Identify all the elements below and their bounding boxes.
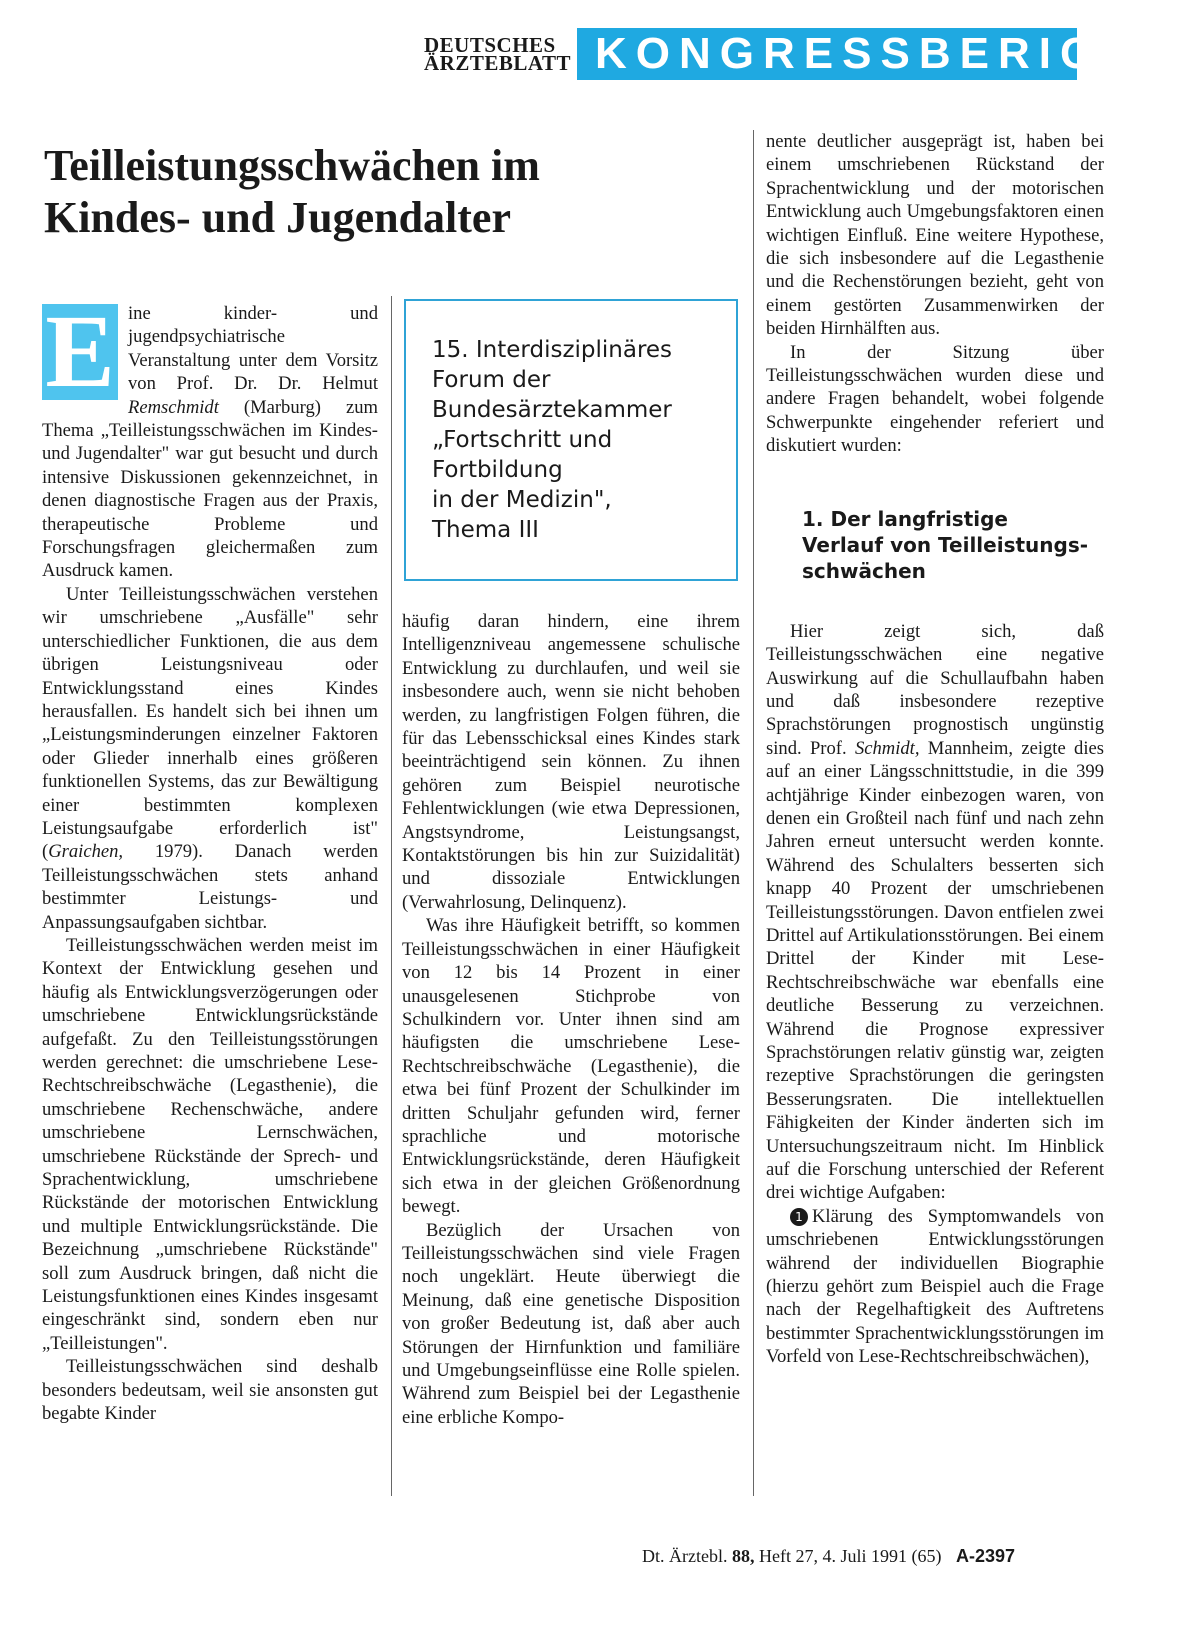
infobox-line: in der Medizin", [432, 487, 612, 513]
infobox-line: Thema III [432, 517, 539, 543]
paragraph: Bezüglich der Ursachen von Teilleistungsschwächen sind viele Fragen noch ungeklärt. Heute überwiegt die Meinung, daß eine genetische Disposition von großer Bedeutung ist, daß aber auch Störungen der Hirnfunktion und familiäre und Umgebungseinflüsse eine Rolle spielen. Während zum Beispiel bei der Legasthenie eine erbliche Kompo- [402, 1219, 740, 1428]
author-name: Schmidt, [854, 737, 920, 759]
numbered-item: 1 Klärung des Symptomwandels von umschriebenen Entwicklungsstörungen während der individuellen Biographie (hierzu gehört zum Beispiel auch die Frage nach der Regelhaftigkeit des Auftretens bestimmter Sprachentwicklungsstörungen im Vorfeld von Lese-Rechtschreibschwächen), [766, 1205, 1104, 1368]
paragraph: häufig daran hindern, eine ihrem Intelligenzniveau angemessene schulische Entwicklung zu durchlaufen, und weil sie insbesondere auch, wenn sie nicht behoben werden, zu langfristigen Folgen führen, die für das Lebensschicksal eines Kindes stark beeinträchtigend sein können. Zu ihnen gehören zum Beispiel neurotische Fehlentwicklungen (wie etwa Depressionen, Angstsyndrome, Leistungsangst, Kontaktstörungen bis hin zur Suizidalität) und dissoziale Entwicklungen (Verwahrlosung, Delinquenz). [402, 611, 740, 913]
logo-line-1: DEUTSCHES [424, 33, 556, 57]
paragraph: Hier zeigt sich, daß Teilleistungsschwächen eine negative Auswirkung auf die Schullaufbahn haben und daß insbesondere rezeptive Sprachstörungen prognostisch ungünstig sind. Prof. Schmidt, Mannheim, zeigte dies auf an einer Längsschnittstudie, in die 399 achtjährige Kinder einbezogen waren, von denen ein Großteil nach fünf und nach zehn Jahren erneut untersucht werden konnte. Während des Schulalters besserten sich knapp 40 Prozent der umschriebenen Teilleistungsstörungen. Davon entfielen zwei Drittel auf Artikulationsstörungen. Bei einem Drittel der Kinder mit Lese-Rechtschreibschwäche war ebenfalls eine deutliche Besserung zu verzeichnen. Während die Prognose expressiver Sprachstörungen relativ günstig war, zeigten rezeptive Sprachstörungen die geringsten Besserungsraten. Die intellektuellen Fähigkeiten der Kinder änderten sich im Untersuchungszeitraum nicht. Im Hinblick auf die Forschung unterschied der Referent drei wichtige Aufgaben: [766, 620, 1104, 1204]
infobox-line: „Fortschritt und [432, 427, 613, 453]
journal-abbrev: Dt. Ärztebl. [642, 1546, 728, 1566]
volume-number: 88, [731, 1546, 755, 1566]
paragraph: ine kinder- und jugendpsychiatrische Veranstaltung unter dem Vorsitz von Prof. Dr. Dr. Helmut Remschmidt (Marburg) zum Thema „Teilleistungsschwächen im Kindes- und Jugendalter" war gut besucht und durch intensive Diskussionen gekennzeichnet, in denen diagnostische Fragen aus der Praxis, therapeutische Probleme und Forschungsfragen gleichermaßen zum Ausdruck kamen. [42, 303, 378, 582]
drop-cap: E [42, 304, 118, 400]
headline-line-2: Kindes- und Jugendalter [44, 193, 511, 242]
paragraph: In der Sitzung über Teilleistungsschwächen wurden diese und andere Fragen behandelt, wobei folgende Schwerpunkte eingehender referiert und diskutiert wurden: [766, 341, 1104, 457]
column-divider-left [391, 296, 392, 1496]
infobox-line: Forum der [432, 367, 551, 393]
column-2 [402, 610, 740, 1429]
infobox-line: Fortbildung [432, 457, 563, 483]
number-badge: 1 [790, 1208, 808, 1226]
headline-line-1: Teilleistungsschwächen im [44, 141, 540, 190]
paragraph: Teilleistungsschwächen sind deshalb besonders bedeutsam, weil sie ansonsten gut begabte Kinder [42, 1356, 378, 1425]
journal-logo [424, 33, 571, 75]
paragraph: Teilleistungsschwächen werden meist im Kontext der Entwicklung gesehen und häufig als Entwicklungsverzögerungen oder umschriebene Entwicklungsrückstände aufgefaßt. Zu den Teilleistungsstörungen werden gerechnet: die umschriebene Lese-Rechtschreibschwäche (Legasthenie), die umschriebene Rechenschwäche, andere umschriebene Lernschwächen, umschriebene Rückstände der Sprech- und Sprachentwicklung, umschriebene Rückstände der motorischen Entwicklung und multiple Entwicklungsrückstände. Die Bezeichnung „umschriebene Rückstände" soll zum Ausdruck bringen, daß nicht die Leistungsfunktionen eines Kindes insgesamt eingeschränkt sind, sondern eben nur „Teilleistungen". [42, 934, 378, 1354]
citation-name: Graichen, [48, 841, 124, 863]
column-divider-right [753, 130, 754, 1496]
paragraph: nente deutlicher ausgeprägt ist, haben bei einem umschriebenen Rückstand der Sprachentwicklung und der motorischen Entwicklung auch Umgebungsfaktoren einen wichtigen Einfluß. Eine weitere Hypothese, die sich insbesondere auf die Legasthenie und die Rechenstörungen bezieht, geht von einem gestörten Zusammenwirken der beiden Hirnhälften aus. [766, 131, 1104, 340]
issue-info: Heft 27, 4. Juli 1991 (65) [758, 1546, 942, 1566]
paragraph: Unter Teilleistungsschwächen verstehen wir umschriebene „Ausfälle" sehr unterschiedlicher Funktionen, die aus dem übrigen Leistungsniveau oder Entwicklungsstand eines Kindes herausfallen. Es handelt sich bei ihnen um „Leistungsminderungen einzelner Faktoren oder Glieder innerhalb eines größeren funktionellen Systems, das zur Bewältigung einer bestimmten komplexen Leistungsaufgabe erforderlich ist" (Graichen, 1979). Danach werden Teilleistungsschwächen stets anhand bestimmter Leistungs- und Anpassungsaufgaben sichtbar. [42, 583, 378, 933]
infobox-line: 15. Interdisziplinäres [432, 337, 673, 363]
section-banner: KONGRESSBERICHT [577, 28, 1077, 80]
infobox-line: Bundesärztekammer [432, 397, 672, 423]
column-3 [766, 130, 1104, 1369]
masthead [424, 28, 1178, 80]
forum-info-box [404, 299, 738, 581]
page-footer [642, 1546, 1015, 1567]
section-subheading: 1. Der langfristige Verlauf von Teilleistungs- schwächen [802, 506, 1089, 583]
logo-line-2: ÄRZTEBLATT [424, 51, 571, 75]
article-headline [44, 140, 540, 244]
paragraph: Was ihre Häufigkeit betrifft, so kommen Teilleistungsschwächen in einer Häufigkeit von 12 bis 14 Prozent in einer unausgelesenen Stichprobe von Schulkindern vor. Unter ihnen sind am häufigsten die umschriebene Lese-Rechtschreibschwäche (Legasthenie), die etwa bei fünf Prozent der Schulkinder im dritten Schuljahr gefunden wird, ferner sprachliche und motorische Entwicklungsrückstände, deren Häufigkeit sich etwa in der gleichen Größenordnung bewegt. [402, 915, 740, 1218]
author-name: Remschmidt [128, 396, 219, 418]
page-number: A-2397 [955, 1546, 1016, 1566]
column-1 [42, 294, 378, 1426]
